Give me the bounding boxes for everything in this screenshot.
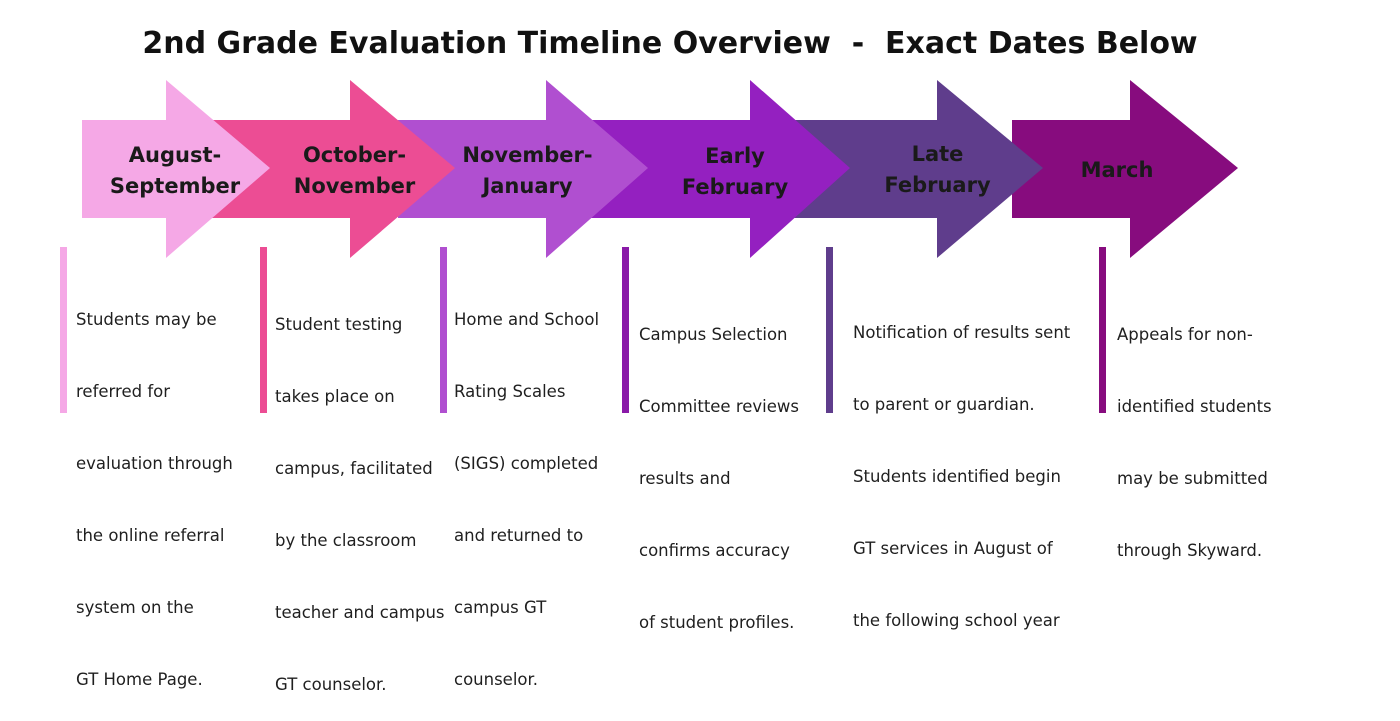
step-1-label (90, 140, 260, 202)
step-4-desc-line: confirms accuracy (639, 541, 790, 560)
step-3-label (445, 140, 610, 202)
step-1-desc-line: system on the (76, 598, 194, 617)
step-4-label (660, 141, 810, 203)
step-5-desc-line: to parent or guardian. (853, 395, 1035, 414)
step-5-description (853, 273, 1070, 657)
step-5-label-line-2: February (884, 173, 991, 197)
step-1-description (76, 260, 233, 716)
step-6-desc-line: may be submitted (1117, 469, 1268, 488)
step-1-label-line-1: August- (128, 143, 222, 167)
step-3-desc-line: (SIGS) completed (454, 454, 599, 473)
step-5-desc-line: Notification of results sent (853, 323, 1071, 342)
step-3-desc-line: Rating Scales (454, 382, 566, 401)
step-5-label-line-1: Late (911, 142, 964, 166)
step-6-desc-line: through Skyward. (1117, 541, 1263, 560)
step-3-desc-line: counselor. (454, 670, 539, 689)
step-6-desc-line: Appeals for non- (1117, 325, 1253, 344)
step-5-label (860, 139, 1015, 201)
step-4-desc-line: Committee reviews (639, 397, 799, 416)
step-3-description (454, 260, 599, 716)
step-2-label (272, 140, 437, 202)
step-3-label-line-1: November- (462, 143, 593, 167)
step-4-desc-line: Campus Selection (639, 325, 788, 344)
step-2-description (275, 265, 445, 721)
step-6-label (1062, 155, 1172, 186)
step-1-accent-bar (60, 247, 67, 413)
step-2-label-line-1: October- (302, 143, 407, 167)
step-4-description (639, 275, 799, 659)
step-2-desc-line: teacher and campus (275, 603, 445, 622)
step-2-desc-line: takes place on (275, 387, 395, 406)
step-1-label-line-2: September (109, 174, 241, 198)
step-2-accent-bar (260, 247, 267, 413)
step-1-desc-line: GT Home Page. (76, 670, 203, 689)
diagram-title: 2nd Grade Evaluation Timeline Overview - Exact Dates Below (142, 26, 1198, 61)
step-1-desc-line: evaluation through (76, 454, 233, 473)
step-3-label-line-2: January (482, 174, 573, 198)
step-3-desc-line: campus GT (454, 598, 547, 617)
step-2-desc-line: campus, facilitated (275, 459, 433, 478)
step-2-desc-line: by the classroom (275, 531, 417, 550)
step-1-desc-line: referred for (76, 382, 171, 401)
step-1-desc-line: the online referral (76, 526, 225, 545)
step-4-label-line-1: Early (705, 144, 765, 168)
step-6-description (1117, 275, 1272, 587)
step-2-desc-line: GT counselor. (275, 675, 387, 694)
step-5-desc-line: Students identified begin (853, 467, 1061, 486)
step-3-desc-line: Home and School (454, 310, 600, 329)
step-6-label-line-1: March (1080, 158, 1154, 182)
step-1-desc-line: Students may be (76, 310, 217, 329)
step-5-desc-line: the following school year (853, 611, 1060, 630)
step-5-accent-bar (826, 247, 833, 413)
step-4-desc-line: of student profiles. (639, 613, 795, 632)
step-5-desc-line: GT services in August of (853, 539, 1053, 558)
step-4-accent-bar (622, 247, 629, 413)
step-3-desc-line: and returned to (454, 526, 584, 545)
step-6-desc-line: identified students (1117, 397, 1272, 416)
step-6-accent-bar (1099, 247, 1106, 413)
step-2-desc-line: Student testing (275, 315, 403, 334)
step-2-label-line-2: November (293, 174, 416, 198)
step-4-label-line-2: February (681, 175, 789, 199)
step-4-desc-line: results and (639, 469, 731, 488)
